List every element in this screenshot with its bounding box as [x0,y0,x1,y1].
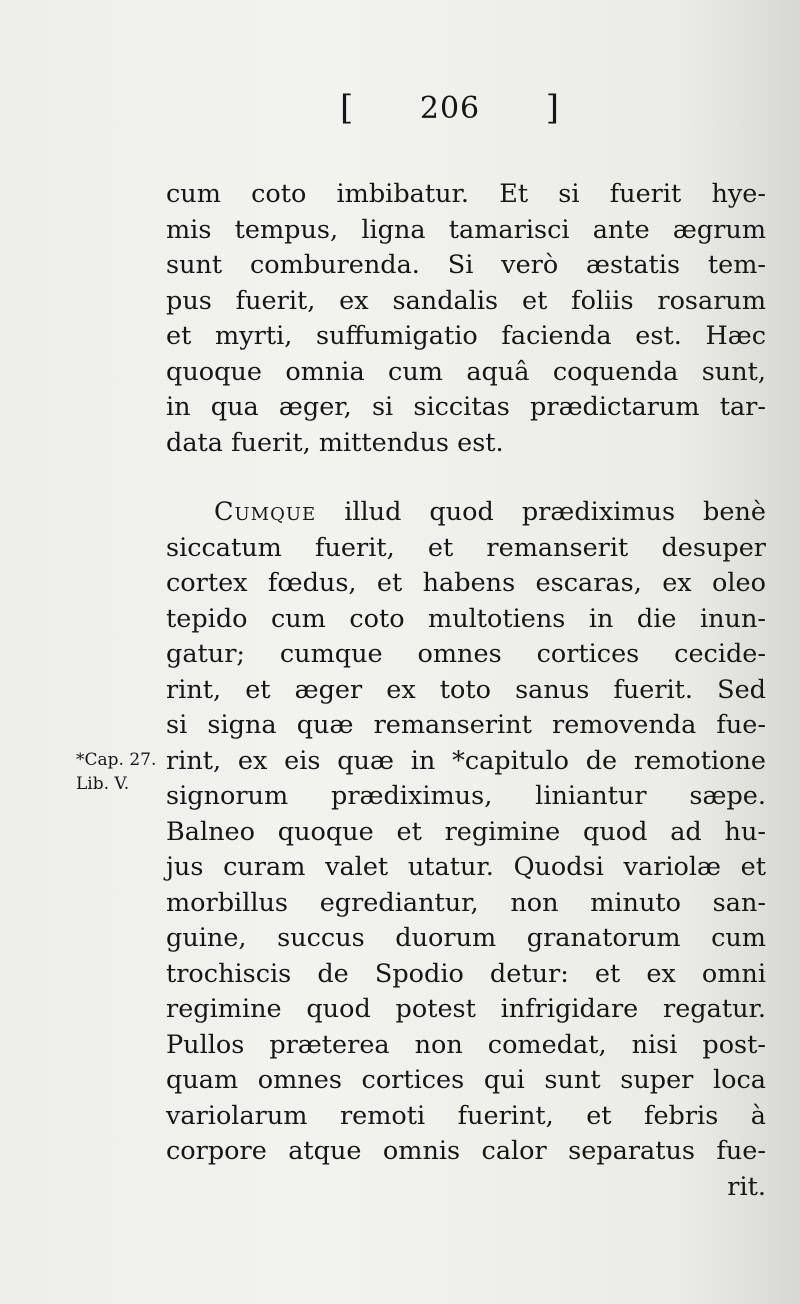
page-header [340,88,560,128]
text-line: trochiscis de Spodio detur: et ex omni [166,958,766,989]
text-line: guine, succus duorum granatorum cum [166,923,766,953]
margin-note-book: Lib. V. [76,774,130,794]
text-line: rint, ex eis quæ in *capitulo de remotione [166,745,766,776]
text-line: jus curam valet utatur. Quodsi variolæ et [166,852,766,882]
text-line: Balneo quoque et regimine quod ad hu- [166,816,766,847]
text-line: pus fuerit, ex sandalis et foliis rosarum [166,285,766,316]
text-line: et myrti, suffumigatio facienda est. Hæc [166,321,766,351]
text-line: quoque omnia cum aquâ coquenda sunt, [166,356,766,387]
text-line: data fuerit, mittendus est. [166,427,504,458]
text-line: cum coto imbibatur. Et si fuerit hye- [166,179,766,209]
text-line: in qua æger, si siccitas prædictarum tar- [166,392,766,422]
bracket-open: [ [340,88,355,128]
margin-note-chapter: *Cap. 27. [76,750,157,770]
bracket-close: ] [545,88,560,128]
margin-note [76,748,156,796]
first-line-text: illud quod prædiximus benè [316,497,766,527]
initial-word: Cumque [214,497,317,527]
text-line: Pullos præterea non comedat, nisi post- [166,1029,766,1060]
text-line: tepido cum coto multotiens in die inun- [166,603,766,634]
text-line: corpore atque omnis calor separatus fue- [166,1136,766,1166]
text-line-first [166,495,766,531]
text-line: gatur; cumque omnes cortices cecide- [166,639,766,669]
text-line: cortex fœdus, et habens escaras, ex oleo [166,568,766,598]
text-line: quam omnes cortices qui sunt super loca [166,1065,766,1095]
text-line: mis tempus, ligna tamarisci ante ægrum [166,214,766,245]
catchword: rit. [727,1171,766,1202]
text-line: si signa quæ remanserint removenda fue- [166,710,766,740]
text-line: rint, et æger ex toto sanus fuerit. Sed [166,674,766,705]
paragraph-2 [166,495,766,1205]
text-line: signorum prædiximus, liniantur sæpe. [166,781,766,811]
page-number: 206 [419,90,481,126]
text-line: variolarum remoti fuerint, et febris à [166,1100,766,1131]
text-line: sunt comburenda. Si verò æstatis tem- [166,250,766,280]
paragraph-1 [166,177,766,461]
text-line: siccatum fuerit, et remanserit desuper [166,532,766,563]
text-line: morbillus egrediantur, non minuto san- [166,887,766,918]
text-line: regimine quod potest infrigidare regatur. [166,994,766,1024]
